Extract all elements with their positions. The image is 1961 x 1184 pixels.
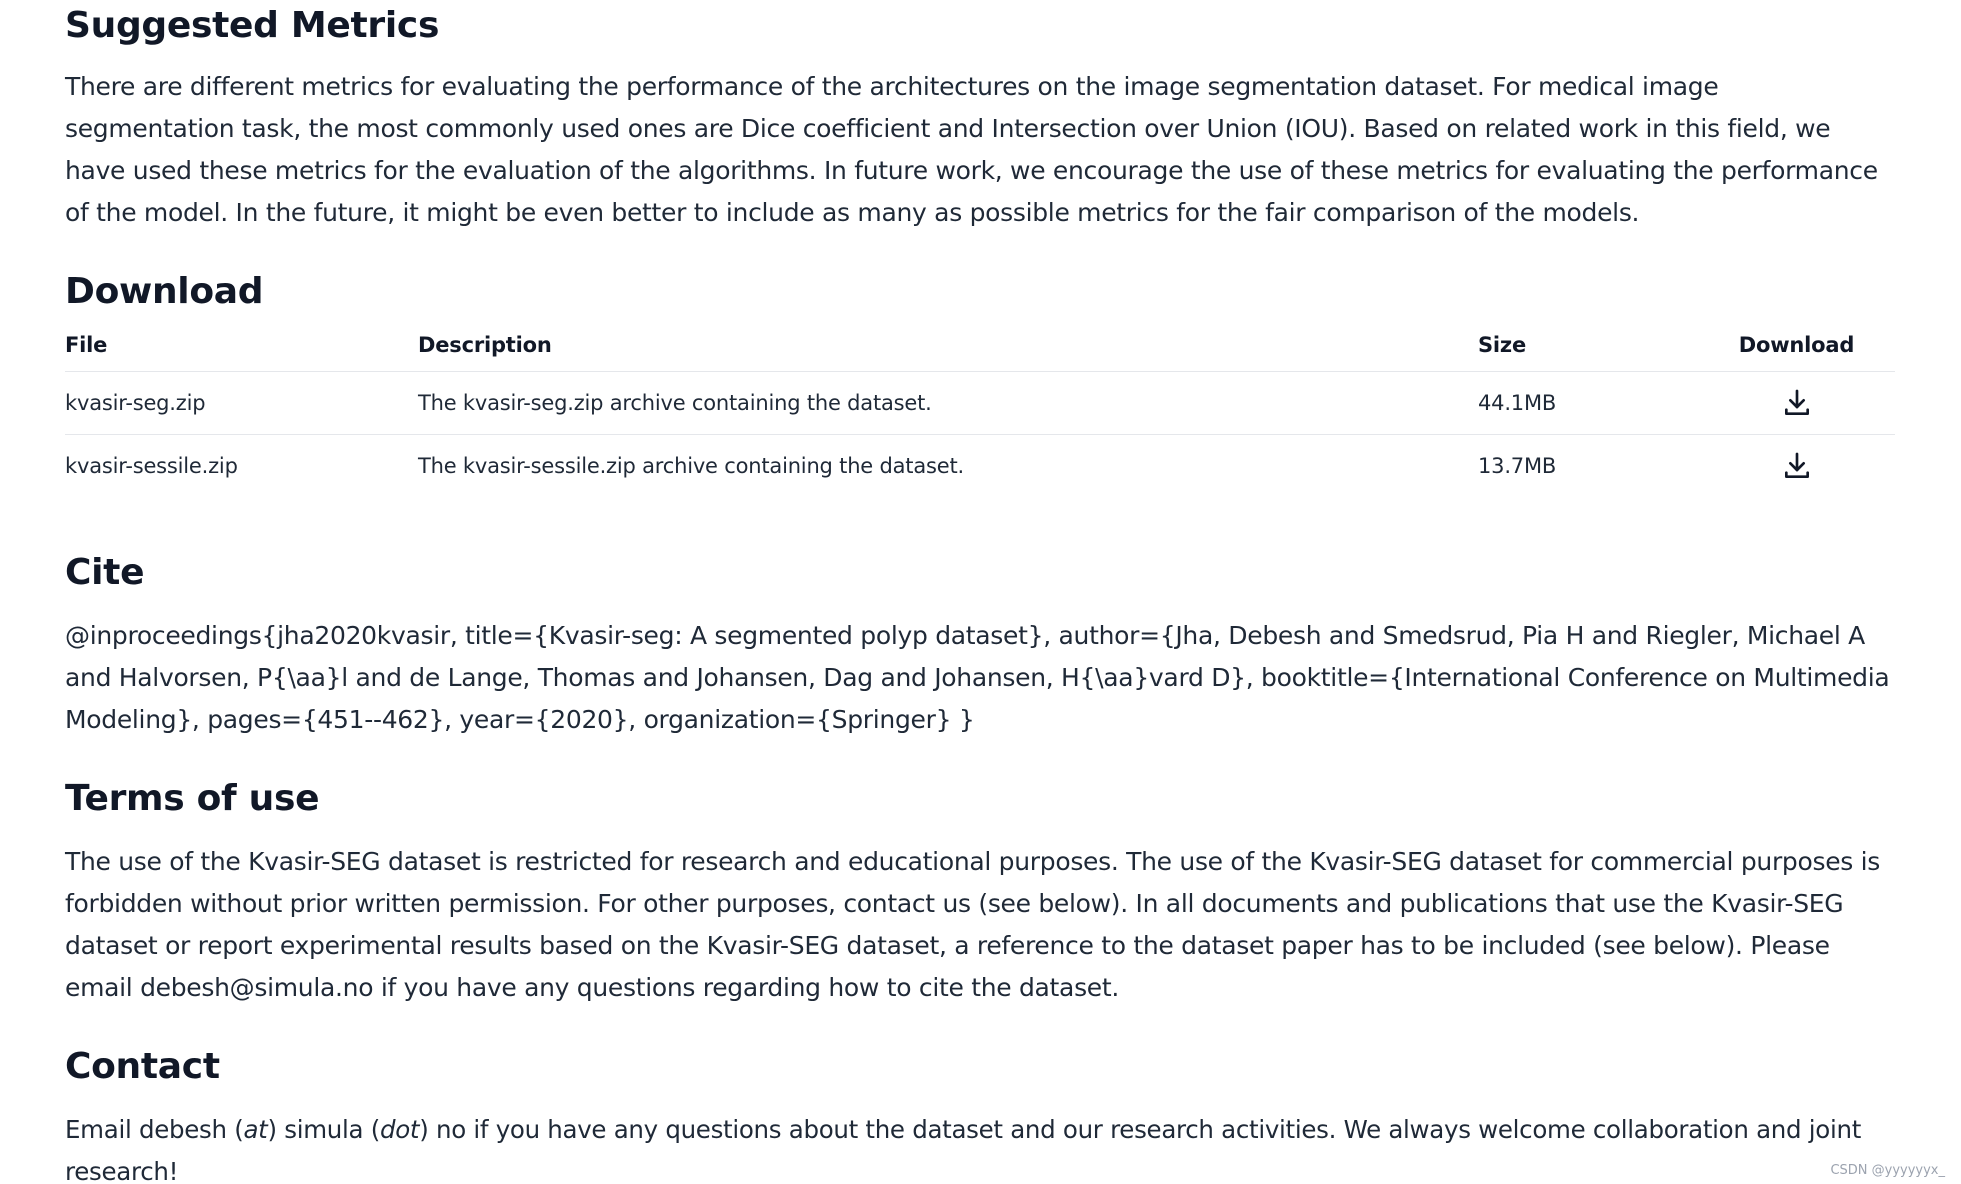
watermark: CSDN @yyyyyyx_ <box>1830 1163 1945 1178</box>
section-heading-contact: Contact <box>65 1046 220 1087</box>
table-header-row <box>65 326 1895 371</box>
column-header-download: Download <box>1698 326 1895 371</box>
file-size: 13.7MB <box>1478 453 1557 478</box>
section-heading-terms: Terms of use <box>65 778 320 819</box>
download-icon[interactable] <box>1781 387 1813 419</box>
column-header-file: File <box>65 326 418 371</box>
download-table <box>65 326 1895 497</box>
contact-at-word: at <box>243 1115 268 1144</box>
download-cell <box>1698 371 1895 434</box>
contact-text-suffix: ) no if you have any questions about the dataset and our research activities. We always welcome collaboration and joint research! <box>65 1115 1862 1184</box>
contact-paragraph <box>65 1109 1895 1184</box>
download-cell <box>1698 434 1895 497</box>
citation-text: @inproceedings{jha2020kvasir, title={Kvasir-seg: A segmented polyp dataset}, author={Jha, Debesh and Smedsrud, Pia H and Riegler, Michael A and Halvorsen, P{\aa}l and de Lange, Thomas and Johansen, Dag and Johansen, H{\aa}vard D}, booktitle={International Conference on Multimedia Modeling}, pages={451--462}, year={2020}, organization={Springer} } <box>65 621 1890 734</box>
column-header-description: Description <box>418 326 1478 371</box>
file-size: 44.1MB <box>1478 371 1698 434</box>
metrics-paragraph: There are different metrics for evaluating the performance of the architectures on the image segmentation dataset. For medical image segmentation task, the most commonly used ones are Dice coefficient and Intersection over Union (IOU). Based on related work in this field, we have used these metrics for the evaluation of the algorithms. In future work, we encourage the use of these metrics for evaluating the performance of the model. In the future, it might be even better to include as many as possible metrics for the fair comparison of the models. <box>65 72 1878 227</box>
terms-paragraph: The use of the Kvasir-SEG dataset is restricted for research and educational purposes. The use of the Kvasir-SEG dataset for commercial purposes is forbidden without prior written permission. For other purposes, contact us (see below). In all documents and publications that use the Kvasir-SEG dataset or report experimental results based on the Kvasir-SEG dataset, a reference to the dataset paper has to be included (see below). Please email debesh@simula.no if you have any questions regarding how to cite the dataset. <box>65 847 1881 1002</box>
column-header-size: Size <box>1478 326 1698 371</box>
file-description: The kvasir-seg.zip archive containing the dataset. <box>418 371 1478 434</box>
contact-dot-word: dot <box>379 1115 420 1144</box>
file-name: kvasir-sessile.zip <box>65 453 238 478</box>
file-name: kvasir-seg.zip <box>65 371 418 434</box>
page-content <box>65 0 1895 1184</box>
file-description: The kvasir-sessile.zip archive containing the dataset. <box>418 453 964 478</box>
table-row <box>65 434 1895 497</box>
contact-text-prefix: Email debesh ( <box>65 1115 244 1144</box>
contact-text-mid: ) simula ( <box>267 1115 380 1144</box>
section-heading-download: Download <box>65 271 264 312</box>
section-heading-cite: Cite <box>65 552 145 593</box>
table-row <box>65 371 1895 434</box>
section-heading-metrics: Suggested Metrics <box>65 5 440 46</box>
download-icon[interactable] <box>1781 450 1813 482</box>
